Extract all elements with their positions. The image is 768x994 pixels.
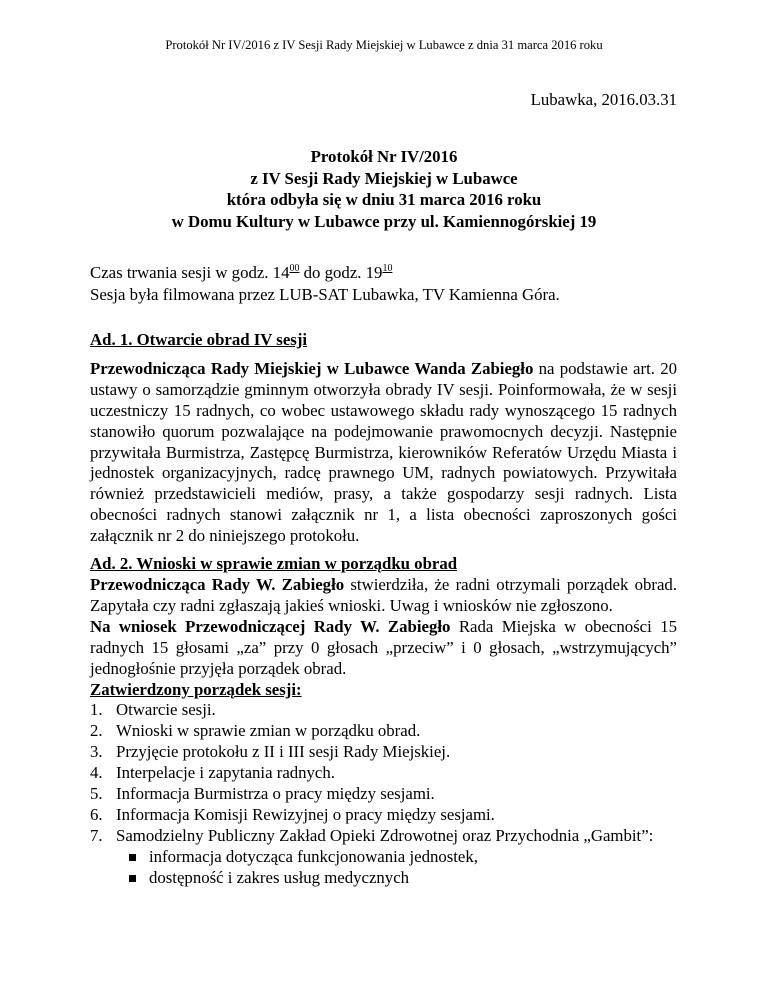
agenda-item-text: Przyjęcie protokołu z II i III sesji Rady Miejskiej. <box>116 742 451 762</box>
session-time-prefix: Czas trwania sesji w godz. 14 <box>90 263 290 282</box>
agenda-sub-item <box>129 847 677 868</box>
section-1-paragraph <box>90 359 677 547</box>
section-1-heading: Ad. 1. Otwarcie obrad IV sesji <box>90 330 308 349</box>
agenda-item <box>90 763 677 784</box>
session-time <box>90 258 560 284</box>
section-2-p2-lead: Na wniosek Przewodniczącej Rady W. Zabiegło <box>90 616 451 636</box>
section-2-p1-text: stwierdziła, że radni otrzymali porządek obrad. Zapytała czy radni zgłaszają jakieś wnioski. Uwag i wniosków nie zgłoszono. <box>90 574 678 615</box>
section-1-text: na podstawie art. 20 ustawy o samorządzie gminnym otworzyła obrady IV sesji. Poinformowała, że w sesji uczestniczy 15 radnych, co wobec ustawowego składu rady wynoszącego 15 radnych stanowiło quorum pozwalające na podejmowanie prawomocnych decyzji. Następnie przywitała Burmistrza, Zastępcę Burmistrza, kierowników Referatów Urzędu Miasta i jednostek organizacyjnych, radcę prawnego UM, radnych powiatowych. Przywitała również przedstawicieli mediów, prasy, a także gospodarzy sesji radnych. Lista obecności radnych stanowi załącznik nr 1, a lista obecności zaproszonych gości załącznik nr 2 do niniejszego protokołu. <box>90 358 677 546</box>
title-line-4: w Domu Kultury w Lubawce przy ul. Kamiennogórskiej 19 <box>171 211 597 231</box>
agenda-item-text: Informacja Burmistrza o pracy między sesjami. <box>116 784 435 804</box>
agenda-item-number: 2. <box>90 721 103 741</box>
agenda-item <box>90 784 677 805</box>
agenda-item <box>90 742 677 763</box>
agenda-sub-item-text: dostępność i zakres usług medycznych <box>149 867 410 887</box>
session-start-minutes: 00 <box>289 263 300 274</box>
agenda-sub-list <box>116 847 677 889</box>
title-line-3: która odbyła się w dniu 31 marca 2016 roku <box>226 190 542 209</box>
agenda-title: Zatwierdzony porządek sesji: <box>90 679 302 699</box>
agenda-item <box>90 826 677 889</box>
section-2-heading: Ad. 2. Wnioski w sprawie zmian w porządku obrad <box>90 554 458 574</box>
agenda-item-number: 6. <box>90 804 103 824</box>
document-title <box>0 146 768 232</box>
session-time-mid: do godz. 19 <box>299 263 383 282</box>
square-bullet-icon <box>129 875 136 882</box>
square-bullet-icon <box>129 854 136 861</box>
agenda-item-text: Samodzielny Publiczny Zakład Opieki Zdrowotnej oraz Przychodnia „Gambit”: <box>116 825 654 845</box>
running-header: Protokół Nr IV/2016 z IV Sesji Rady Miejskiej w Lubawce z dnia 31 marca 2016 roku <box>165 38 603 52</box>
agenda-item <box>90 721 677 742</box>
agenda-item-number: 4. <box>90 763 103 783</box>
agenda-item-text: Interpelacje i zapytania radnych. <box>116 763 335 783</box>
session-filmed-note: Sesja była filmowana przez LUB-SAT Lubawka, TV Kamienna Góra. <box>90 285 560 304</box>
place-date: Lubawka, 2016.03.31 <box>530 90 677 109</box>
agenda-item-number: 3. <box>90 742 103 762</box>
section-2-p1-lead: Przewodnicząca Rady W. Zabiegło <box>90 574 345 594</box>
agenda-item-text: Otwarcie sesji. <box>116 700 216 720</box>
agenda-item-text: Wnioski w sprawie zmian w porządku obrad. <box>116 721 421 741</box>
agenda-sub-item-text: informacja dotycząca funkcjonowania jednostek, <box>149 846 478 866</box>
session-end-minutes: 10 <box>382 263 393 274</box>
agenda-item <box>90 805 677 826</box>
section-2-paragraph-1 <box>90 575 677 617</box>
agenda-item <box>90 700 677 721</box>
section-1-lead: Przewodnicząca Rady Miejskiej w Lubawce Wanda Zabiegło <box>90 358 534 378</box>
section-2-paragraph-2 <box>90 617 677 680</box>
agenda-item-number: 7. <box>90 825 103 845</box>
title-line-2: z IV Sesji Rady Miejskiej w Lubawce <box>250 168 518 188</box>
session-meta <box>90 258 560 306</box>
agenda-item-text: Informacja Komisji Rewizyjnej o pracy między sesjami. <box>116 804 495 824</box>
agenda-item-number: 1. <box>90 700 103 720</box>
agenda-item-number: 5. <box>90 784 103 804</box>
title-line-1: Protokół Nr IV/2016 <box>310 147 458 166</box>
agenda-list <box>90 700 677 888</box>
agenda-sub-item <box>129 868 677 889</box>
protocol-content <box>90 330 677 889</box>
section-2-p2-text: Rada Miejska w obecności 15 radnych 15 głosami „za” przy 0 głosach „przeciw” i 0 głosach, „wstrzymujących” jednogłośnie przyjęła porządek obrad. <box>90 616 677 678</box>
